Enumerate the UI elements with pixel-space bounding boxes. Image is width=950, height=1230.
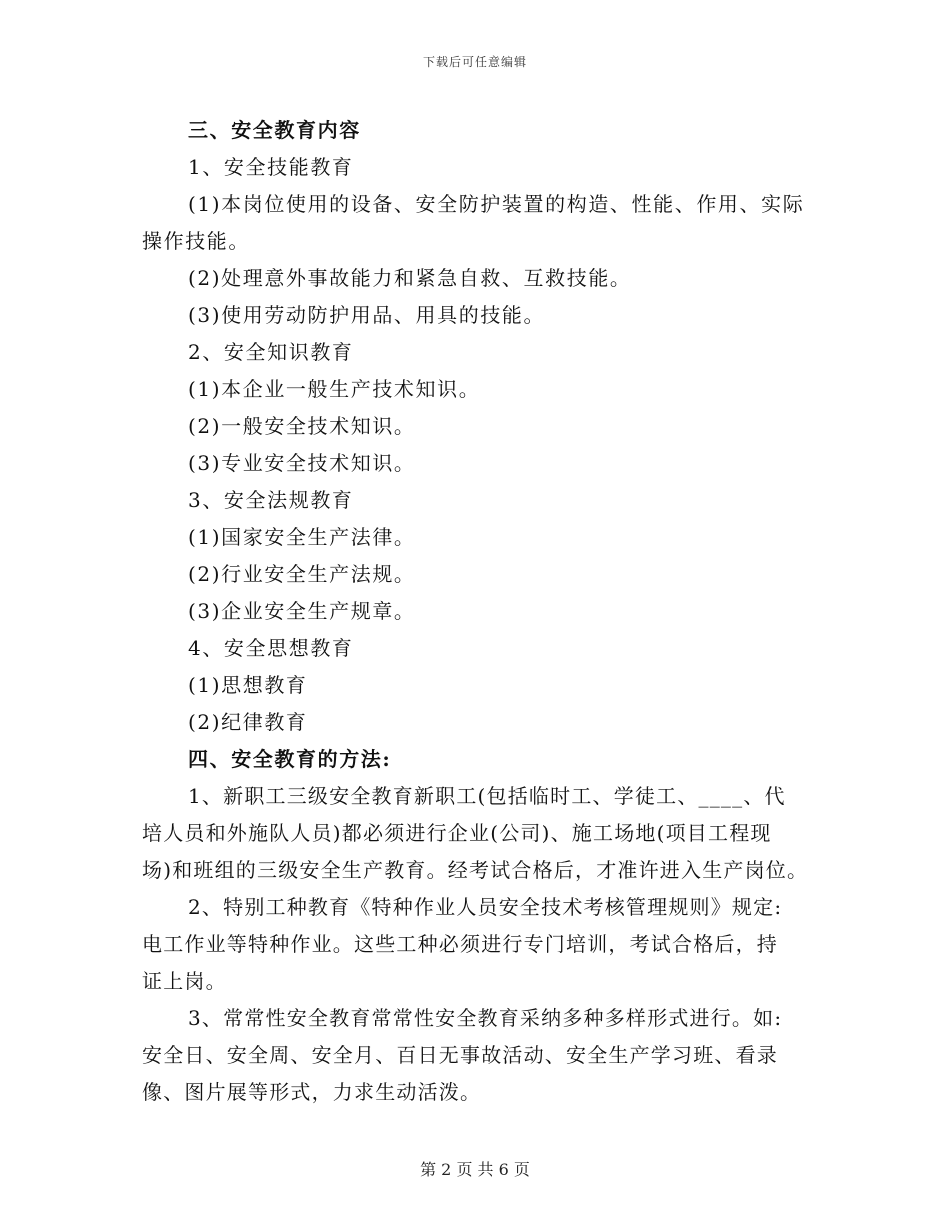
list-item-continuation: 操作技能。 bbox=[142, 229, 250, 253]
section-4-title: 四、安全教育的方法: bbox=[188, 747, 392, 771]
list-item: (3)企业安全生产规章。 bbox=[188, 599, 416, 623]
paragraph-line: 电工作业等特种作业。这些工种必须进行专门培训，考试合格后，持 bbox=[142, 932, 778, 956]
paragraph-line: 场)和班组的三级安全生产教育。经考试合格后，才准许进入生产岗位。 bbox=[142, 858, 809, 882]
list-item: (2)行业安全生产法规。 bbox=[188, 562, 416, 586]
page-footer: 第 2 页 共 6 页 bbox=[420, 1160, 530, 1179]
paragraph-line: 1、新职工三级安全教育新职工(包括临时工、学徒工、____、代 bbox=[188, 784, 786, 808]
section-3-title: 三、安全教育内容 bbox=[188, 118, 361, 142]
group-3-title: 3、安全法规教育 bbox=[188, 488, 354, 512]
paragraph-line: 像、图片展等形式，力求生动活泼。 bbox=[142, 1080, 482, 1104]
list-item: (1)思想教育 bbox=[188, 673, 308, 697]
list-item: (1)本岗位使用的设备、安全防护装置的构造、性能、作用、实际 bbox=[188, 192, 805, 216]
list-item: (1)本企业一般生产技术知识。 bbox=[188, 377, 481, 401]
paragraph-line: 3、常常性安全教育常常性安全教育采纳多种多样形式进行。如: bbox=[188, 1006, 783, 1030]
paragraph-line: 安全日、安全周、安全月、百日无事故活动、安全生产学习班、看录 bbox=[142, 1043, 778, 1067]
paragraph-line: 培人员和外施队人员)都必须进行企业(公司)、施工场地(项目工程现 bbox=[142, 821, 772, 845]
list-item: (2)一般安全技术知识。 bbox=[188, 414, 416, 438]
list-item: (1)国家安全生产法律。 bbox=[188, 525, 416, 549]
paragraph-line: 证上岗。 bbox=[142, 969, 227, 993]
group-1-title: 1、安全技能教育 bbox=[188, 155, 354, 179]
paragraph-line: 2、特别工种教育《特种作业人员安全技术考核管理规则》规定: bbox=[188, 895, 783, 919]
group-2-title: 2、安全知识教育 bbox=[188, 340, 354, 364]
group-4-title: 4、安全思想教育 bbox=[188, 636, 354, 660]
list-item: (3)专业安全技术知识。 bbox=[188, 451, 416, 475]
list-item: (2)纪律教育 bbox=[188, 710, 308, 734]
page-header: 下载后可任意编辑 bbox=[422, 55, 527, 69]
list-item: (3)使用劳动防护用品、用具的技能。 bbox=[188, 303, 546, 327]
list-item: (2)处理意外事故能力和紧急自救、互救技能。 bbox=[188, 266, 632, 290]
document-body bbox=[142, 112, 822, 1111]
